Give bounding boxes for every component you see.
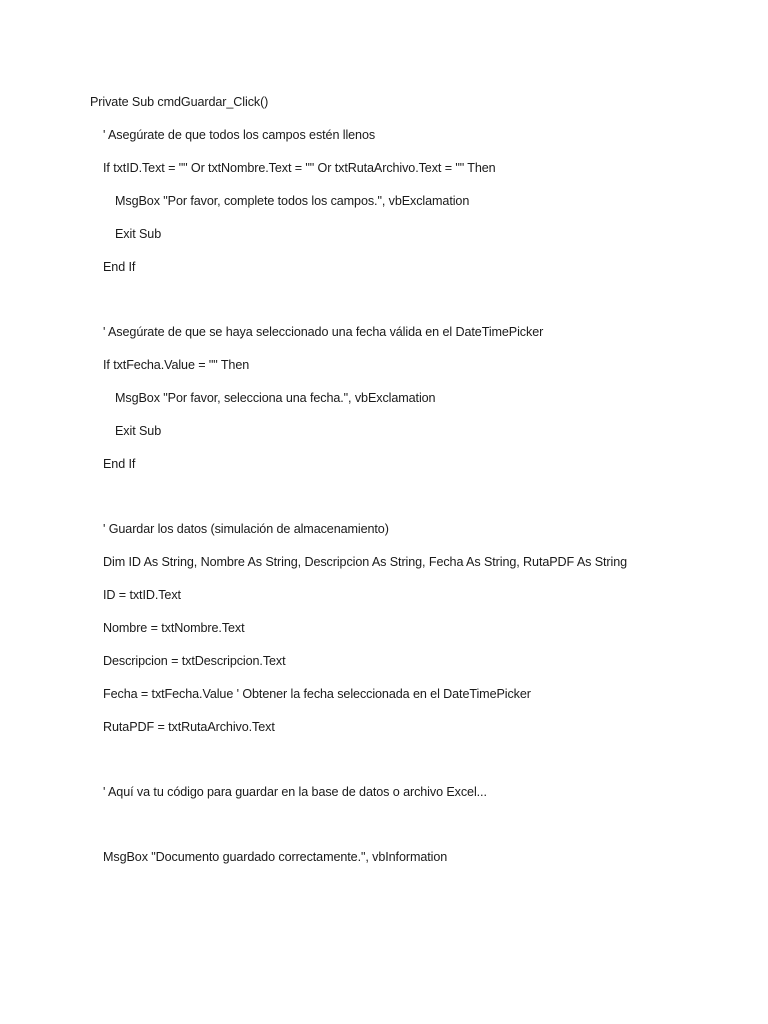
code-line: End If [103, 457, 136, 471]
code-line: Fecha = txtFecha.Value ' Obtener la fecha seleccionada en el DateTimePicker [103, 687, 531, 701]
code-line: Descripcion = txtDescripcion.Text [103, 654, 286, 668]
code-line: Exit Sub [115, 424, 162, 438]
code-line: Dim ID As String, Nombre As String, Descripcion As String, Fecha As String, RutaPDF As String [103, 555, 628, 569]
code-line: MsgBox "Documento guardado correctamente.", vbInformation [103, 850, 448, 864]
code-line: ' Aquí va tu código para guardar en la base de datos o archivo Excel... [103, 785, 487, 799]
code-line: Nombre = txtNombre.Text [103, 621, 245, 635]
code-line: MsgBox "Por favor, complete todos los campos.", vbExclamation [115, 194, 470, 208]
code-listing [90, 92, 730, 880]
code-line: If txtFecha.Value = "" Then [103, 358, 250, 372]
blank-line [90, 290, 730, 322]
code-line: ' Asegúrate de que todos los campos estén llenos [103, 128, 376, 142]
code-line: ' Guardar los datos (simulación de almacenamiento) [103, 522, 389, 536]
code-line: RutaPDF = txtRutaArchivo.Text [103, 720, 275, 734]
code-line: If txtID.Text = "" Or txtNombre.Text = "" Or txtRutaArchivo.Text = "" Then [103, 161, 496, 175]
code-line: Exit Sub [115, 227, 162, 241]
code-line: ID = txtID.Text [103, 588, 181, 602]
code-line: End If [103, 260, 136, 274]
blank-line [90, 815, 730, 847]
code-line: Private Sub cmdGuardar_Click() [90, 95, 269, 109]
code-line: ' Asegúrate de que se haya seleccionado una fecha válida en el DateTimePicker [103, 325, 544, 339]
blank-line [90, 750, 730, 782]
blank-line [90, 487, 730, 519]
code-line: MsgBox "Por favor, selecciona una fecha.", vbExclamation [115, 391, 436, 405]
